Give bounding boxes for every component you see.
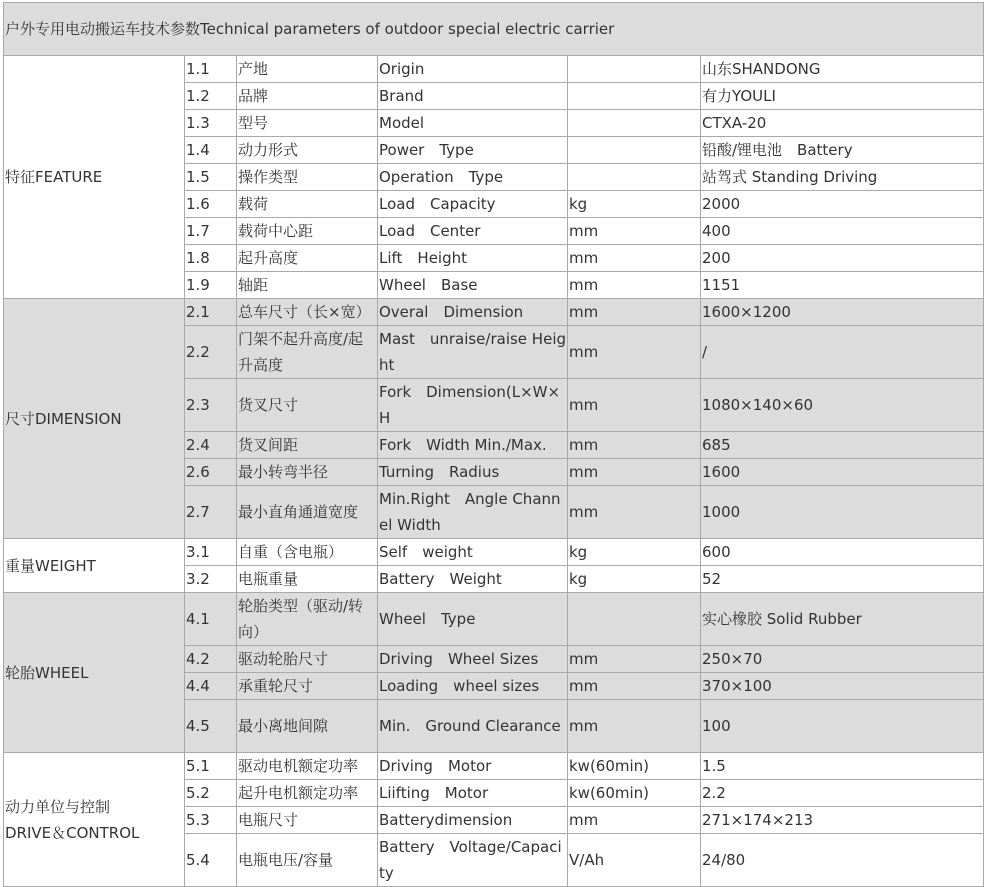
row-name-en: Load Capacity	[378, 191, 568, 218]
row-unit: mm	[568, 272, 701, 299]
table-title: 户外专用电动搬运车技术参数Technical parameters of outdoor special electric carrier	[4, 3, 984, 56]
table-row	[4, 299, 984, 326]
row-value: 250×70	[701, 646, 984, 673]
row-number: 1.2	[185, 83, 237, 110]
row-value: 1080×140×60	[701, 379, 984, 432]
row-number: 3.2	[185, 566, 237, 593]
row-name-cn: 载荷	[237, 191, 378, 218]
row-name-cn: 起升高度	[237, 245, 378, 272]
row-number: 3.1	[185, 539, 237, 566]
row-unit: mm	[568, 379, 701, 432]
group-label-weight: 重量WEIGHT	[4, 539, 185, 593]
row-name-en: Origin	[378, 56, 568, 83]
row-value: 铅酸/锂电池 Battery	[701, 137, 984, 164]
row-name-en: Min.Right Angle Channel Width	[378, 486, 568, 539]
row-unit: mm	[568, 486, 701, 539]
row-name-en: Min. Ground Clearance	[378, 700, 568, 753]
row-name-cn: 操作类型	[237, 164, 378, 191]
row-number: 2.1	[185, 299, 237, 326]
row-unit: kw(60min)	[568, 753, 701, 780]
row-unit: mm	[568, 673, 701, 700]
row-name-en: Batterydimension	[378, 807, 568, 834]
row-value: 1600	[701, 459, 984, 486]
row-name-en: Operation Type	[378, 164, 568, 191]
row-unit: kw(60min)	[568, 780, 701, 807]
group-label-feature: 特征FEATURE	[4, 56, 185, 299]
row-number: 5.3	[185, 807, 237, 834]
group-label-wheel: 轮胎WHEEL	[4, 593, 185, 753]
row-value: 1600×1200	[701, 299, 984, 326]
row-name-en: Liifting Motor	[378, 780, 568, 807]
row-value: 600	[701, 539, 984, 566]
row-value: /	[701, 326, 984, 379]
row-name-cn: 电瓶重量	[237, 566, 378, 593]
row-number: 5.2	[185, 780, 237, 807]
row-name-cn: 货叉尺寸	[237, 379, 378, 432]
row-name-en: Driving Wheel Sizes	[378, 646, 568, 673]
row-name-cn: 电瓶电压/容量	[237, 834, 378, 887]
row-value: 实心橡胶 Solid Rubber	[701, 593, 984, 646]
row-unit: mm	[568, 245, 701, 272]
table-row	[4, 593, 984, 646]
row-unit	[568, 164, 701, 191]
row-value: 100	[701, 700, 984, 753]
row-name-en: Loading wheel sizes	[378, 673, 568, 700]
row-unit	[568, 83, 701, 110]
row-number: 1.6	[185, 191, 237, 218]
row-unit	[568, 137, 701, 164]
row-name-en: Fork Width Min./Max.	[378, 432, 568, 459]
table-row	[4, 539, 984, 566]
row-name-cn: 驱动电机额定功率	[237, 753, 378, 780]
row-unit	[568, 593, 701, 646]
row-value: 271×174×213	[701, 807, 984, 834]
row-unit: mm	[568, 218, 701, 245]
row-number: 2.6	[185, 459, 237, 486]
row-name-en: Wheel Type	[378, 593, 568, 646]
row-name-cn: 最小直角通道宽度	[237, 486, 378, 539]
row-name-en: Battery Weight	[378, 566, 568, 593]
row-unit	[568, 110, 701, 137]
row-name-en: Wheel Base	[378, 272, 568, 299]
row-unit: mm	[568, 459, 701, 486]
row-name-en: Overal Dimension	[378, 299, 568, 326]
row-number: 1.8	[185, 245, 237, 272]
row-name-en: Battery Voltage/Capacity	[378, 834, 568, 887]
row-number: 2.4	[185, 432, 237, 459]
row-name-en: Lift Height	[378, 245, 568, 272]
row-name-en: Turning Radius	[378, 459, 568, 486]
row-name-cn: 起升电机额定功率	[237, 780, 378, 807]
row-number: 4.5	[185, 700, 237, 753]
row-name-cn: 轴距	[237, 272, 378, 299]
row-unit: mm	[568, 432, 701, 459]
row-value: CTXA-20	[701, 110, 984, 137]
row-number: 4.4	[185, 673, 237, 700]
row-value: 370×100	[701, 673, 984, 700]
row-name-cn: 最小转弯半径	[237, 459, 378, 486]
row-value: 1151	[701, 272, 984, 299]
row-name-cn: 驱动轮胎尺寸	[237, 646, 378, 673]
row-number: 1.5	[185, 164, 237, 191]
row-value: 2.2	[701, 780, 984, 807]
row-name-cn: 动力形式	[237, 137, 378, 164]
row-number: 5.1	[185, 753, 237, 780]
row-number: 1.9	[185, 272, 237, 299]
row-name-cn: 型号	[237, 110, 378, 137]
row-value: 400	[701, 218, 984, 245]
table-row	[4, 753, 984, 780]
row-value: 山东SHANDONG	[701, 56, 984, 83]
row-unit: V/Ah	[568, 834, 701, 887]
row-name-en: Fork Dimension(L×W×H	[378, 379, 568, 432]
row-unit	[568, 56, 701, 83]
row-name-cn: 门架不起升高度/起升高度	[237, 326, 378, 379]
row-number: 2.3	[185, 379, 237, 432]
row-number: 5.4	[185, 834, 237, 887]
row-name-cn: 电瓶尺寸	[237, 807, 378, 834]
row-value: 200	[701, 245, 984, 272]
row-name-cn: 承重轮尺寸	[237, 673, 378, 700]
row-value: 1.5	[701, 753, 984, 780]
row-name-cn: 总车尺寸（长×宽）	[237, 299, 378, 326]
row-name-en: Brand	[378, 83, 568, 110]
row-name-cn: 产地	[237, 56, 378, 83]
row-name-en: Mast unraise/raise Height	[378, 326, 568, 379]
row-number: 2.7	[185, 486, 237, 539]
row-name-en: Self weight	[378, 539, 568, 566]
row-name-en: Load Center	[378, 218, 568, 245]
group-label-drive-cn: 动力单位与控制	[5, 797, 111, 816]
row-name-cn: 自重（含电瓶）	[237, 539, 378, 566]
row-number: 4.2	[185, 646, 237, 673]
row-value: 1000	[701, 486, 984, 539]
spec-table	[3, 2, 984, 887]
row-value: 站驾式 Standing Driving	[701, 164, 984, 191]
row-name-cn: 品牌	[237, 83, 378, 110]
row-number: 1.4	[185, 137, 237, 164]
row-number: 1.1	[185, 56, 237, 83]
group-label-drive-en: DRIVE＆CONTROL	[5, 823, 140, 842]
row-value: 24/80	[701, 834, 984, 887]
row-name-en: Driving Motor	[378, 753, 568, 780]
row-unit: mm	[568, 326, 701, 379]
row-name-cn: 载荷中心距	[237, 218, 378, 245]
row-unit: kg	[568, 191, 701, 218]
row-unit: mm	[568, 646, 701, 673]
row-value: 有力YOULI	[701, 83, 984, 110]
row-unit: mm	[568, 807, 701, 834]
row-name-en: Model	[378, 110, 568, 137]
row-name-cn: 货叉间距	[237, 432, 378, 459]
row-unit: kg	[568, 566, 701, 593]
row-value: 685	[701, 432, 984, 459]
row-value: 52	[701, 566, 984, 593]
row-name-en: Power Type	[378, 137, 568, 164]
row-value: 2000	[701, 191, 984, 218]
table-row	[4, 56, 984, 83]
row-name-cn: 轮胎类型（驱动/转向）	[237, 593, 378, 646]
row-unit: kg	[568, 539, 701, 566]
row-number: 1.7	[185, 218, 237, 245]
row-unit: mm	[568, 299, 701, 326]
row-name-cn: 最小离地间隙	[237, 700, 378, 753]
group-label-drive	[4, 753, 185, 887]
row-number: 4.1	[185, 593, 237, 646]
row-number: 1.3	[185, 110, 237, 137]
row-unit: mm	[568, 700, 701, 753]
group-label-dimension: 尺寸DIMENSION	[4, 299, 185, 539]
row-number: 2.2	[185, 326, 237, 379]
